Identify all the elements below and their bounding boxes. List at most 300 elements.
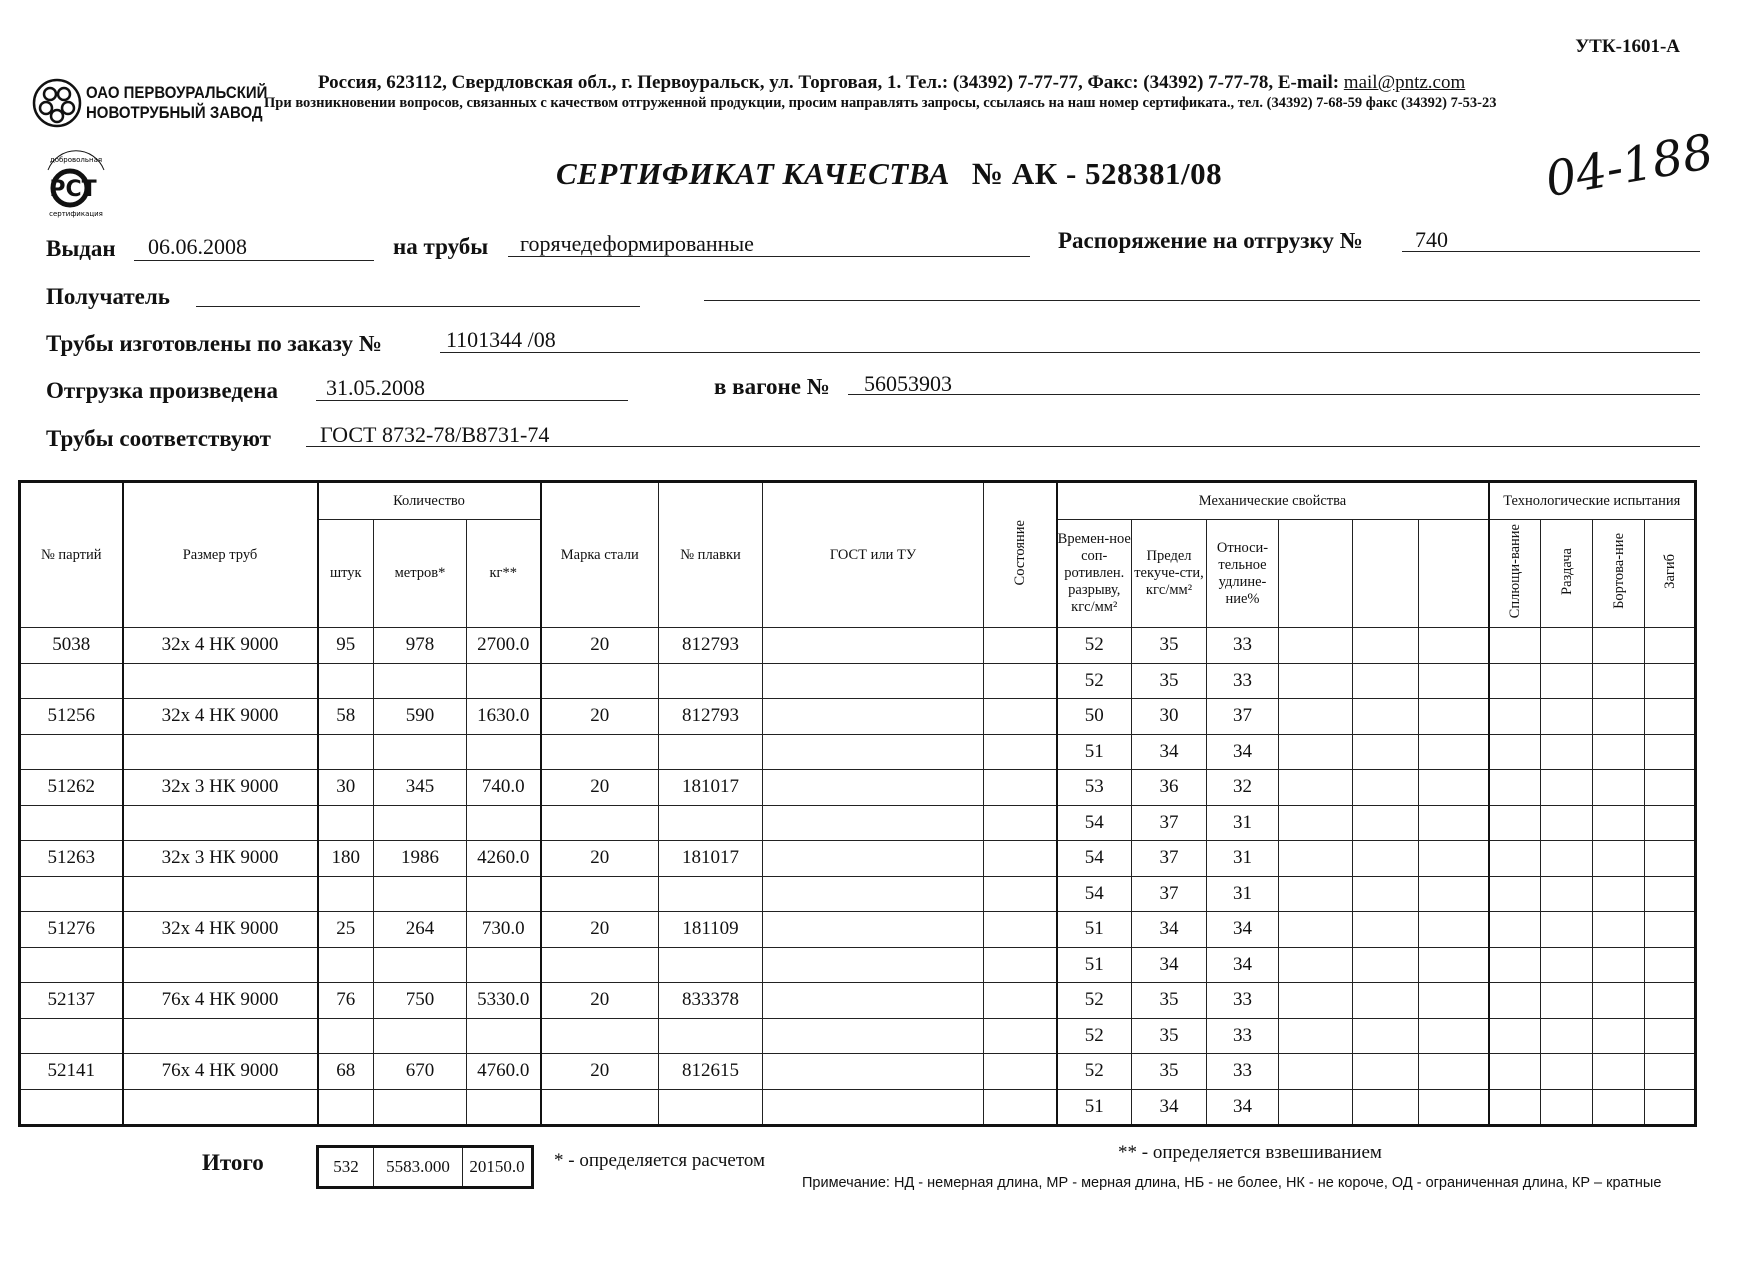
cell-empty — [20, 1089, 123, 1126]
table-row — [20, 699, 1696, 735]
cell-tech — [1541, 734, 1593, 770]
cell-state — [984, 805, 1057, 841]
cell-tech — [1489, 1018, 1541, 1054]
order-label: Распоряжение на отгрузку № — [1058, 228, 1363, 253]
cell-empty — [1419, 841, 1489, 877]
cell-empty — [374, 1018, 467, 1054]
cell-empty — [1419, 628, 1489, 664]
cell-tensile: 51 — [1057, 1089, 1132, 1126]
cell-empty — [1353, 663, 1419, 699]
cell-empty — [1353, 1018, 1419, 1054]
cell-heat: 812615 — [659, 1054, 763, 1090]
cell-pcs: 180 — [318, 841, 374, 877]
cell-steel: 20 — [541, 1054, 659, 1090]
header-tech: Технологические испытания — [1489, 482, 1696, 520]
cell-kg: 5330.0 — [467, 983, 541, 1019]
cell-kg: 4760.0 — [467, 1054, 541, 1090]
cell-empty — [1419, 912, 1489, 948]
cell-steel: 20 — [541, 628, 659, 664]
cell-elongation: 34 — [1207, 947, 1279, 983]
cell-meters: 670 — [374, 1054, 467, 1090]
cell-state — [984, 734, 1057, 770]
cell-empty — [541, 947, 659, 983]
cell-empty — [541, 1018, 659, 1054]
cell-empty — [1419, 770, 1489, 806]
cell-empty — [123, 876, 318, 912]
cell-empty — [318, 1089, 374, 1126]
header-heat: № плавки — [659, 482, 763, 628]
cell-size: 76х 4 НК 9000 — [123, 1054, 318, 1090]
cell-tech — [1541, 628, 1593, 664]
cell-empty — [374, 876, 467, 912]
company-name-line2: НОВОТРУБНЫЙ ЗАВОД — [86, 103, 263, 122]
cell-empty — [1279, 699, 1353, 735]
cell-empty — [20, 1018, 123, 1054]
cell-tech — [1489, 1089, 1541, 1126]
cell-tech — [1541, 770, 1593, 806]
cell-empty — [1279, 841, 1353, 877]
cell-empty — [541, 876, 659, 912]
cell-pcs: 95 — [318, 628, 374, 664]
total-meters: 5583.000 — [374, 1147, 463, 1188]
cell-elongation: 33 — [1207, 983, 1279, 1019]
cell-tech — [1541, 805, 1593, 841]
cell-tech — [1645, 663, 1696, 699]
cell-empty — [318, 1018, 374, 1054]
cell-empty — [541, 663, 659, 699]
conform-label: Трубы соответствуют — [46, 426, 271, 451]
cell-empty — [1279, 876, 1353, 912]
cell-yield: 35 — [1132, 663, 1207, 699]
cell-empty — [318, 805, 374, 841]
cell-steel: 20 — [541, 841, 659, 877]
cell-empty — [1353, 841, 1419, 877]
total-pcs: 532 — [318, 1147, 374, 1188]
cell-empty — [20, 876, 123, 912]
cell-state — [984, 947, 1057, 983]
cell-tech — [1645, 912, 1696, 948]
cell-batch: 51276 — [20, 912, 123, 948]
svg-text:добровольная: добровольная — [49, 156, 103, 164]
contact-notice: При возникновении вопросов, связанных с качеством отгруженной продукции, просим направлять запросы, ссылаясь на наш номер сертификата., тел. (34392) 7-68-59 факс (34392) 7-53-23 — [264, 95, 1497, 111]
cell-state — [984, 1089, 1057, 1126]
cell-heat: 812793 — [659, 699, 763, 735]
cell-tech — [1645, 805, 1696, 841]
cell-size: 32х 4 НК 9000 — [123, 699, 318, 735]
table-row — [20, 983, 1696, 1019]
header-steel: Марка стали — [541, 482, 659, 628]
cell-empty — [467, 663, 541, 699]
cell-gost — [763, 876, 984, 912]
cell-tech — [1593, 1054, 1645, 1090]
cell-size: 76х 4 НК 9000 — [123, 983, 318, 1019]
cell-gost — [763, 1018, 984, 1054]
cell-state — [984, 628, 1057, 664]
cell-tech — [1489, 628, 1541, 664]
cell-yield: 37 — [1132, 841, 1207, 877]
header-pcs: штук — [318, 520, 374, 628]
company-logo — [32, 78, 292, 128]
cell-tech — [1489, 912, 1541, 948]
cell-empty — [1419, 947, 1489, 983]
cell-heat: 181017 — [659, 770, 763, 806]
form-code: УТК-1601-А — [1575, 36, 1680, 57]
cell-empty — [1353, 699, 1419, 735]
cell-empty — [541, 734, 659, 770]
cell-tech — [1645, 699, 1696, 735]
shipped-label: Отгрузка произведена — [46, 378, 278, 403]
cell-meters: 590 — [374, 699, 467, 735]
header-batch: № партий — [20, 482, 123, 628]
cell-empty — [1279, 983, 1353, 1019]
cell-empty — [374, 734, 467, 770]
cell-state — [984, 841, 1057, 877]
cell-gost — [763, 663, 984, 699]
cell-gost — [763, 628, 984, 664]
quality-table — [18, 480, 1697, 1127]
cell-empty — [318, 947, 374, 983]
header-bend: Загиб — [1661, 553, 1678, 589]
cell-tech — [1593, 1018, 1645, 1054]
cell-empty — [123, 947, 318, 983]
cell-yield: 34 — [1132, 912, 1207, 948]
header-yield: Предел текуче-сти, кгс/мм² — [1132, 520, 1207, 628]
made-value: 1101344 /08 — [446, 327, 556, 352]
wagon-label: в вагоне № — [714, 374, 830, 399]
cell-tech — [1541, 1018, 1593, 1054]
cell-heat: 181017 — [659, 841, 763, 877]
cell-empty — [541, 1089, 659, 1126]
cell-elongation: 34 — [1207, 1089, 1279, 1126]
rst-mark-text: РСТ — [49, 177, 97, 202]
cell-state — [984, 663, 1057, 699]
address-text: Россия, 623112, Свердловская обл., г. Первоуральск, ул. Торговая, 1. Тел.: (34392) 7-77-77, Факс: (34392) 7-77-78, E-mail: — [318, 72, 1344, 93]
cell-empty — [467, 1018, 541, 1054]
cell-gost — [763, 1089, 984, 1126]
cell-tech — [1593, 628, 1645, 664]
cell-batch: 5038 — [20, 628, 123, 664]
cell-pcs: 30 — [318, 770, 374, 806]
cell-empty — [374, 663, 467, 699]
cell-empty — [123, 663, 318, 699]
table-row — [20, 841, 1696, 877]
cell-size: 32х 4 НК 9000 — [123, 912, 318, 948]
table-row — [20, 663, 1696, 699]
header-meters: метров* — [374, 520, 467, 628]
cell-elongation: 34 — [1207, 912, 1279, 948]
company-address — [318, 72, 1465, 94]
cell-tech — [1489, 876, 1541, 912]
cell-state — [984, 876, 1057, 912]
cell-state — [984, 912, 1057, 948]
header-gost: ГОСТ или ТУ — [763, 482, 984, 628]
cell-gost — [763, 912, 984, 948]
cell-empty — [1279, 628, 1353, 664]
cell-tech — [1541, 912, 1593, 948]
cell-kg: 730.0 — [467, 912, 541, 948]
cell-empty — [659, 947, 763, 983]
header-state: Состояние — [1011, 519, 1028, 586]
cell-yield: 35 — [1132, 983, 1207, 1019]
cell-empty — [541, 805, 659, 841]
cell-tech — [1593, 841, 1645, 877]
cell-tech — [1593, 1089, 1645, 1126]
cell-tech — [1489, 770, 1541, 806]
cell-steel: 20 — [541, 912, 659, 948]
cell-elongation: 37 — [1207, 699, 1279, 735]
pipes-label: на трубы — [393, 234, 489, 259]
cell-steel: 20 — [541, 983, 659, 1019]
table-row — [20, 628, 1696, 664]
issued-label: Выдан — [46, 236, 116, 261]
cell-empty — [20, 663, 123, 699]
cell-kg: 740.0 — [467, 770, 541, 806]
table-row — [20, 1018, 1696, 1054]
cell-tech — [1645, 770, 1696, 806]
cell-tensile: 52 — [1057, 1054, 1132, 1090]
cell-tensile: 54 — [1057, 805, 1132, 841]
cell-empty — [318, 663, 374, 699]
cell-batch: 51263 — [20, 841, 123, 877]
cell-tech — [1489, 947, 1541, 983]
header-flanging: Бортова-ние — [1610, 533, 1627, 609]
cell-tech — [1645, 1054, 1696, 1090]
cell-tech — [1645, 983, 1696, 1019]
cell-tensile: 52 — [1057, 663, 1132, 699]
cell-empty — [1279, 734, 1353, 770]
cell-kg: 4260.0 — [467, 841, 541, 877]
cell-tensile: 51 — [1057, 947, 1132, 983]
cell-empty — [1419, 983, 1489, 1019]
cell-tensile: 54 — [1057, 841, 1132, 877]
cell-state — [984, 1054, 1057, 1090]
header-size: Размер труб — [123, 482, 318, 628]
cell-empty — [20, 805, 123, 841]
header-mech: Механические свойства — [1057, 482, 1489, 520]
cell-tensile: 53 — [1057, 770, 1132, 806]
cell-empty — [374, 947, 467, 983]
totals-label: Итого — [202, 1150, 264, 1175]
cell-empty — [1353, 805, 1419, 841]
cell-empty — [1419, 1054, 1489, 1090]
cell-tech — [1541, 663, 1593, 699]
cell-empty — [1419, 805, 1489, 841]
cell-empty — [659, 805, 763, 841]
cell-empty — [659, 734, 763, 770]
cell-meters: 1986 — [374, 841, 467, 877]
cell-empty — [1279, 1089, 1353, 1126]
cell-tech — [1541, 841, 1593, 877]
cell-tensile: 51 — [1057, 912, 1132, 948]
cell-tech — [1489, 1054, 1541, 1090]
note-weighed: ** - определяется взвешиванием — [1118, 1142, 1382, 1163]
company-name-line1: ОАО ПЕРВОУРАЛЬСКИЙ — [86, 83, 268, 102]
cell-gost — [763, 770, 984, 806]
header-tensile: Времен-ное соп-ротивлен. разрыву, кгс/мм² — [1057, 520, 1132, 628]
cell-empty — [467, 876, 541, 912]
cell-meters: 978 — [374, 628, 467, 664]
cell-empty — [123, 1018, 318, 1054]
cell-tech — [1645, 947, 1696, 983]
cell-pcs: 25 — [318, 912, 374, 948]
cell-tech — [1541, 1054, 1593, 1090]
cell-tech — [1645, 734, 1696, 770]
issued-value: 06.06.2008 — [148, 234, 247, 259]
cell-empty — [1419, 1089, 1489, 1126]
certificate-title — [556, 156, 1222, 192]
cell-elongation: 33 — [1207, 1018, 1279, 1054]
email-link[interactable]: mail@pntz.com — [1343, 72, 1466, 93]
cell-tensile: 50 — [1057, 699, 1132, 735]
cell-elongation: 31 — [1207, 805, 1279, 841]
cell-tensile: 52 — [1057, 983, 1132, 1019]
total-kg: 20150.0 — [463, 1147, 533, 1188]
cell-empty — [467, 734, 541, 770]
cell-empty — [1353, 1089, 1419, 1126]
cell-batch: 52141 — [20, 1054, 123, 1090]
cell-gost — [763, 1054, 984, 1090]
cell-empty — [467, 1089, 541, 1126]
table-row — [20, 734, 1696, 770]
table-row — [20, 876, 1696, 912]
cell-tech — [1593, 770, 1645, 806]
handwritten-note: 04-188 — [1541, 123, 1718, 209]
cell-elongation: 34 — [1207, 734, 1279, 770]
cell-gost — [763, 841, 984, 877]
cell-elongation: 33 — [1207, 1054, 1279, 1090]
cell-tech — [1645, 1089, 1696, 1126]
cell-empty — [1419, 699, 1489, 735]
cell-empty — [467, 805, 541, 841]
cell-steel: 20 — [541, 699, 659, 735]
cell-elongation: 33 — [1207, 628, 1279, 664]
rst-certification-icon — [40, 148, 112, 220]
cell-empty — [1419, 734, 1489, 770]
cell-steel: 20 — [541, 770, 659, 806]
cell-elongation: 33 — [1207, 663, 1279, 699]
recipient-label: Получатель — [46, 284, 170, 309]
cell-tech — [1489, 841, 1541, 877]
cell-pcs: 76 — [318, 983, 374, 1019]
table-row — [20, 1054, 1696, 1090]
header-quantity: Количество — [318, 482, 541, 520]
cell-empty — [1353, 983, 1419, 1019]
cell-state — [984, 1018, 1057, 1054]
cell-empty — [1279, 1018, 1353, 1054]
cell-yield: 30 — [1132, 699, 1207, 735]
cell-empty — [123, 1089, 318, 1126]
cell-empty — [1353, 912, 1419, 948]
cell-gost — [763, 699, 984, 735]
cell-empty — [1353, 876, 1419, 912]
cell-empty — [1279, 1054, 1353, 1090]
cell-gost — [763, 805, 984, 841]
cell-tech — [1489, 734, 1541, 770]
cell-size: 32х 3 НК 9000 — [123, 770, 318, 806]
cell-tech — [1489, 699, 1541, 735]
cell-empty — [659, 663, 763, 699]
conform-value: ГОСТ 8732-78/В8731-74 — [320, 422, 550, 447]
table-row — [20, 947, 1696, 983]
cell-yield: 35 — [1132, 1054, 1207, 1090]
cell-tech — [1593, 734, 1645, 770]
cell-empty — [20, 734, 123, 770]
cell-tensile: 52 — [1057, 1018, 1132, 1054]
cell-empty — [1419, 876, 1489, 912]
cell-tech — [1593, 805, 1645, 841]
cell-yield: 36 — [1132, 770, 1207, 806]
cell-tech — [1541, 1089, 1593, 1126]
table-row — [20, 770, 1696, 806]
svg-text:сертификация: сертификация — [49, 210, 103, 218]
cell-tech — [1593, 876, 1645, 912]
table-row — [20, 1089, 1696, 1126]
cell-empty — [1279, 947, 1353, 983]
header-flattening: Сплющи-вание — [1506, 523, 1523, 619]
cell-elongation: 32 — [1207, 770, 1279, 806]
cell-meters: 750 — [374, 983, 467, 1019]
cell-yield: 34 — [1132, 947, 1207, 983]
cell-meters: 264 — [374, 912, 467, 948]
cell-batch: 52137 — [20, 983, 123, 1019]
cell-tensile: 54 — [1057, 876, 1132, 912]
title-text: СЕРТИФИКАТ КАЧЕСТВА — [556, 156, 950, 191]
cell-empty — [1353, 734, 1419, 770]
cell-tech — [1645, 841, 1696, 877]
cell-gost — [763, 947, 984, 983]
cell-heat: 833378 — [659, 983, 763, 1019]
cell-empty — [1419, 663, 1489, 699]
cell-batch: 51256 — [20, 699, 123, 735]
cell-pcs: 58 — [318, 699, 374, 735]
cell-tech — [1593, 663, 1645, 699]
cell-empty — [1279, 912, 1353, 948]
cell-empty — [659, 876, 763, 912]
cell-tech — [1645, 876, 1696, 912]
cell-heat: 181109 — [659, 912, 763, 948]
pipes-value: горячедеформированные — [520, 231, 754, 256]
table-row — [20, 805, 1696, 841]
order-value: 740 — [1415, 227, 1448, 252]
cell-empty — [318, 734, 374, 770]
cell-yield: 37 — [1132, 876, 1207, 912]
cell-tech — [1541, 983, 1593, 1019]
cell-meters: 345 — [374, 770, 467, 806]
cell-empty — [1353, 1054, 1419, 1090]
wagon-value: 56053903 — [864, 371, 952, 396]
cell-kg: 2700.0 — [467, 628, 541, 664]
cell-tech — [1541, 699, 1593, 735]
cell-empty — [1279, 770, 1353, 806]
cell-yield: 35 — [1132, 1018, 1207, 1054]
note-calculated: * - определяется расчетом — [554, 1150, 766, 1171]
cell-elongation: 31 — [1207, 876, 1279, 912]
cell-heat: 812793 — [659, 628, 763, 664]
cell-yield: 37 — [1132, 805, 1207, 841]
cell-tech — [1489, 805, 1541, 841]
cell-empty — [1353, 770, 1419, 806]
cell-tech — [1593, 983, 1645, 1019]
cell-size: 32х 4 НК 9000 — [123, 628, 318, 664]
cell-tensile: 51 — [1057, 734, 1132, 770]
certificate-number: № АК - 528381/08 — [971, 156, 1223, 191]
cell-tech — [1489, 663, 1541, 699]
cell-empty — [1353, 947, 1419, 983]
cell-batch: 51262 — [20, 770, 123, 806]
totals-table — [316, 1145, 534, 1189]
cell-empty — [467, 947, 541, 983]
cell-state — [984, 983, 1057, 1019]
